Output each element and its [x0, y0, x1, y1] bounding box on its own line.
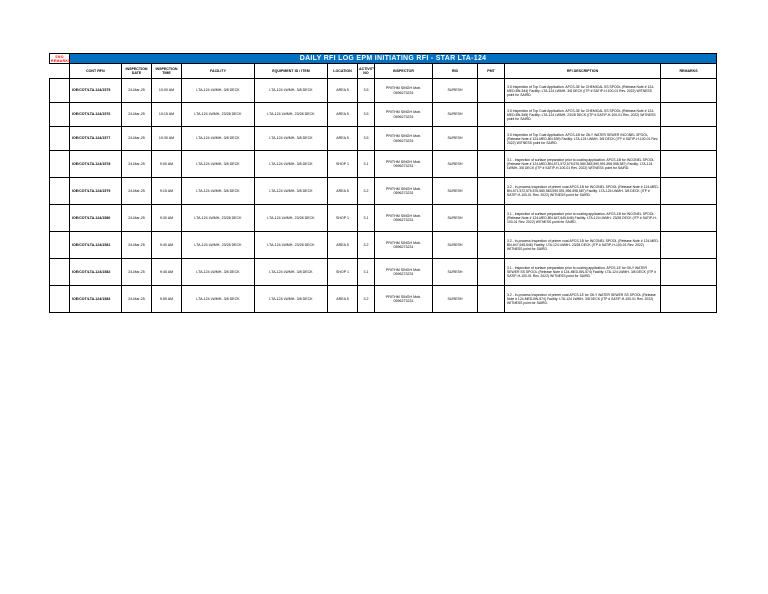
cell-facility: LTA-124 LWMH- 23/28 DECK	[182, 103, 255, 127]
cell-inspection-time: 9:15 AM	[152, 178, 182, 205]
cell-inspector: PRITHM SINGH Mob. 0596273231	[375, 259, 433, 286]
cell-remarks	[661, 103, 717, 127]
cell-remarks	[661, 232, 717, 259]
cell-inspection-time: 10:15 AM	[152, 103, 182, 127]
cell-inspection-date: 24-Mar-25	[122, 178, 152, 205]
cell-inspection-date: 24-Mar-25	[122, 127, 152, 151]
cell-pmt	[478, 205, 505, 232]
cell-equipment: LTA-124 LWMH- 3/8 DECK	[255, 79, 328, 103]
cell-sno	[50, 259, 70, 286]
cell-inspector: PRITHM SINGH Mob. 0596273231	[375, 103, 433, 127]
table-row[interactable]	[50, 286, 717, 313]
sno-remarks-label: SNO REMARKS	[51, 54, 71, 63]
table-row[interactable]	[50, 259, 717, 286]
cell-location: AREA 5	[328, 127, 358, 151]
cell-sno	[50, 79, 70, 103]
cell-remarks	[661, 259, 717, 286]
cell-equipment: LTA-124 LWMH- 3/8 DECK	[255, 178, 328, 205]
cell-qc: SURESH	[433, 205, 478, 232]
cell-rfi-description: 3.5 Inspection of Top Coat Application. APCS-1B for OILY WATER SEWER INCONEL SPOOL (Release Note # 124-MED-BN-539) Facility: LTA-124 LWMH- 3/8 DECK (ITP # SATIP-H-100-01 Rev. 2022) WITNESS point for SAIRD.	[505, 127, 661, 151]
cell-inspection-time: 9:00 AM	[152, 151, 182, 178]
cell-inspection-date: 24-Mar-25	[122, 232, 152, 259]
cell-location: SHOP 1	[328, 205, 358, 232]
header-location: LOCATION	[328, 64, 358, 79]
cell-facility: LTA-124 LWMH- 3/8 DECK	[182, 178, 255, 205]
cell-sno	[50, 286, 70, 313]
cell-location: SHOP 1	[328, 259, 358, 286]
cell-facility: LTA-124 LWMH- 23/28 DECK	[182, 205, 255, 232]
rfi-log-table	[49, 53, 717, 313]
cell-qc: SURESH	[433, 127, 478, 151]
cell-equipment: LTA-124 LWMH- 23/28 DECK	[255, 205, 328, 232]
table-row[interactable]	[50, 232, 717, 259]
cell-inspector: PRITHM SINGH Mob. 0596273231	[375, 286, 433, 313]
page-title: DAILY RFI LOG EPM INITIATING RFI - STAR LTA-124	[70, 54, 717, 64]
cell-inspector: PRITHM SINGH Mob. 0596273231	[375, 79, 433, 103]
cell-rfi-description: 3.5 Inspection of Top Coat Application. APCS-3E for CHEMICAL SS SPOOL (Release Note # 124-MED-BN-545) Facility: LTA-124 LWMH- 23/28 DECK (ITP # SATIP-H-100-01 Rev. 2022) WITNESS point for SAIRD.	[505, 103, 661, 127]
cell-inspection-date: 24-Mar-25	[122, 259, 152, 286]
cell-inspection-date: 24-Mar-25	[122, 103, 152, 127]
cell-rfi-description: 3.2 - In-process Inspection of primer coat APCS-1E for OILY WATER SEWER SS SPOOL (Release Note # 124-MED-BN-574) Facility: LTA-124 LWMH- 3/8 DECK (ITP # SATIP-H-100-01 Rev. 2022) WITNESS point for SAIRD.	[505, 286, 661, 313]
cell-pmt	[478, 79, 505, 103]
cell-rfi-number: IOE/COT/LTA-124/1580	[70, 205, 122, 232]
cell-rfi-number: IOE/COT/LTA-124/1578	[70, 151, 122, 178]
cell-inspector: PRITHM SINGH Mob. 0596273231	[375, 205, 433, 232]
cell-rfi-description: 3.2 - In-process Inspection of primer coat APCS-1B for INCONEL SPOOL (Release Note # 124-MED-BN-647,645,646) Facility: LTA-124 LWMH- 23/28 DECK (ITP # SATIP-H-100-01 Rev. 2022) WITNESS point for SAIRD.	[505, 232, 661, 259]
cell-rfi-description: 3.1 - Inspection of surface preparation prior to coating application. APCS-1B for INCONEL SPOOL (Release Note # 124-MED-BN-571,572,575,576,580,583,590,591,596,598,587) Facility: LTA-124 LWMH- 3/8 DECK (ITP # SATIP-H-100-01 Rev. 2022) WITNESS point for SAIRD.	[505, 151, 661, 178]
cell-equipment: LTA-124 LWMH- 3/8 DECK	[255, 286, 328, 313]
cell-rfi-number: IOE/COT/LTA-124/1582	[70, 259, 122, 286]
header-activity-no: ACTIVITY NO	[358, 64, 375, 79]
cell-activity-no: 3.1	[358, 259, 375, 286]
cell-activity-no: 3.5	[358, 103, 375, 127]
cell-rfi-number: IOE/COT/LTA-124/1577	[70, 127, 122, 151]
cell-activity-no: 3.1	[358, 205, 375, 232]
header-facility: FACILITY	[182, 64, 255, 79]
cell-sno	[50, 103, 70, 127]
cell-inspector: PRITHM SINGH Mob. 0596273231	[375, 178, 433, 205]
cell-location: AREA 5	[328, 178, 358, 205]
cell-pmt	[478, 127, 505, 151]
header-rfi-description: RFI DESCRIPTION	[505, 64, 661, 79]
header-cont-rfi: CONT RFI#	[70, 64, 122, 79]
header-inspection-date: INSPECTION DATE	[122, 64, 152, 79]
cell-rfi-description: 3.2 - In-process Inspection of primer coat APCS-1B for INCONEL SPOOL (Release Note # 124-MED-BN-571,572,575,576,580,583,590,591,596,598,587) Facility: LTA-124 LWMH- 3/8 DECK (ITP # SATIP-H-100-01 Rev. 2022) WITNESS point for SAIRD.	[505, 178, 661, 205]
cell-inspector: PRITHM SINGH Mob. 0596273231	[375, 232, 433, 259]
cell-inspection-time: 10:30 AM	[152, 127, 182, 151]
cell-activity-no: 3.1	[358, 151, 375, 178]
cell-pmt	[478, 178, 505, 205]
cell-equipment: LTA-124 LWMH- 23/28 DECK	[255, 103, 328, 127]
cell-remarks	[661, 286, 717, 313]
cell-qc: SURESH	[433, 151, 478, 178]
table-row[interactable]	[50, 151, 717, 178]
cell-equipment: LTA-124 LWMH- 3/8 DECK	[255, 151, 328, 178]
cell-inspection-date: 24-Mar-25	[122, 205, 152, 232]
cell-qc: SURESH	[433, 232, 478, 259]
cell-sno	[50, 151, 70, 178]
cell-facility: LTA-124 LWMH- 3/8 DECK	[182, 286, 255, 313]
rfi-log-sheet	[49, 53, 716, 313]
cell-activity-no: 3.5	[358, 127, 375, 151]
cell-rfi-number: IOE/COT/LTA-124/1581	[70, 232, 122, 259]
cell-qc: SURESH	[433, 79, 478, 103]
cell-inspection-date: 24-Mar-25	[122, 286, 152, 313]
header-inspector: INSPECTOR	[375, 64, 433, 79]
cell-remarks	[661, 205, 717, 232]
cell-inspection-date: 24-Mar-25	[122, 79, 152, 103]
cell-remarks	[661, 178, 717, 205]
cell-inspection-time: 9:30 AM	[152, 205, 182, 232]
cell-pmt	[478, 259, 505, 286]
table-row[interactable]	[50, 103, 717, 127]
table-body	[50, 79, 717, 313]
table-row[interactable]	[50, 127, 717, 151]
cell-facility: LTA-124 LWMH- 3/8 DECK	[182, 259, 255, 286]
header-pmt: PMT	[478, 64, 505, 79]
cell-activity-no: 3.2	[358, 232, 375, 259]
cell-facility: LTA-124 LWMH- 3/8 DECK	[182, 79, 255, 103]
table-row[interactable]	[50, 178, 717, 205]
cell-rfi-number: IOE/COT/LTA-124/1583	[70, 286, 122, 313]
cell-sno	[50, 205, 70, 232]
cell-facility: LTA-124 LWMH- 3/8 DECK	[182, 151, 255, 178]
cell-equipment: LTA-124 LWMH- 23/28 DECK	[255, 232, 328, 259]
header-sno	[50, 64, 70, 79]
cell-sno	[50, 232, 70, 259]
cell-inspection-time: 9:40 AM	[152, 232, 182, 259]
header-remarks: REMARKS	[661, 64, 717, 79]
cell-pmt	[478, 103, 505, 127]
cell-facility: LTA-124 LWMH- 3/8 DECK	[182, 127, 255, 151]
cell-remarks	[661, 79, 717, 103]
cell-qc: SURESH	[433, 178, 478, 205]
header-equipment: EQUIPMENT ID / ITEM	[255, 64, 328, 79]
table-row[interactable]	[50, 205, 717, 232]
cell-rfi-description: 3.5 Inspection of Top Coat Application. APCS-3E for CHEMICAL SS SPOOL (Release Note # 124-MED-BN-544) Facility: LTA-124 LWMH- 3/8 DECK (ITP # SATIP-H-100-01 Rev. 2022) WITNESS point for SAIRD.	[505, 79, 661, 103]
cell-sno	[50, 127, 70, 151]
cell-inspector: PRITHM SINGH Mob. 0596273231	[375, 151, 433, 178]
cell-location: AREA 5	[328, 103, 358, 127]
cell-location: AREA 5	[328, 232, 358, 259]
cell-location: AREA 5	[328, 286, 358, 313]
cell-rfi-number: IOE/COT/LTA-124/1576	[70, 103, 122, 127]
cell-rfi-number: IOE/COT/LTA-124/1575	[70, 79, 122, 103]
cell-location: AREA 5	[328, 79, 358, 103]
cell-activity-no: 3.2	[358, 178, 375, 205]
table-row[interactable]	[50, 79, 717, 103]
cell-rfi-description: 3.1 - Inspection of surface preparation prior to coating application. APCS-1B for INCONEL SPOOL (Release Note # 124-MED-BN-647,645,646) Facility: LTA-124 LWMH- 23/28 DECK (ITP # SATIP-H-100-01 Rev. 2022) WITNESS point for SAIRD.	[505, 205, 661, 232]
cell-qc: SURESH	[433, 103, 478, 127]
cell-inspection-time: 9:55 AM	[152, 286, 182, 313]
header-qc: RID	[433, 64, 478, 79]
cell-pmt	[478, 232, 505, 259]
cell-inspection-time: 10:00 AM	[152, 79, 182, 103]
cell-rfi-number: IOE/COT/LTA-124/1579	[70, 178, 122, 205]
cell-rfi-description: 3.1 - Inspection of surface preparation prior to coating application. APCS-1E for OILY WATER SEWER SS SPOOL (Release Note # 124-MED-BN-574) Facility: LTA-124 LWMH- 3/8 DECK (ITP # SATIP-H-100-01 Rev. 2022) WITNESS point for SAIRD.	[505, 259, 661, 286]
header-inspection-time: INSPECTION TIME	[152, 64, 182, 79]
cell-facility: LTA-124 LWMH- 23/28 DECK	[182, 232, 255, 259]
cell-inspector: PRITHM SINGH Mob. 0596273231	[375, 127, 433, 151]
cell-equipment: LTA-124 LWMH- 3/8 DECK	[255, 259, 328, 286]
cell-inspection-time: 9:45 AM	[152, 259, 182, 286]
cell-pmt	[478, 151, 505, 178]
cell-qc: SURESH	[433, 259, 478, 286]
cell-activity-no: 3.2	[358, 286, 375, 313]
cell-sno	[50, 178, 70, 205]
cell-remarks	[661, 151, 717, 178]
cell-location: SHOP 1	[328, 151, 358, 178]
cell-activity-no: 3.5	[358, 79, 375, 103]
cell-inspection-date: 24-Mar-25	[122, 151, 152, 178]
cell-remarks	[661, 127, 717, 151]
cell-equipment: LTA-124 LWMH- 3/8 DECK	[255, 127, 328, 151]
header-row	[50, 64, 717, 79]
cell-qc: SURESH	[433, 286, 478, 313]
cell-pmt	[478, 286, 505, 313]
